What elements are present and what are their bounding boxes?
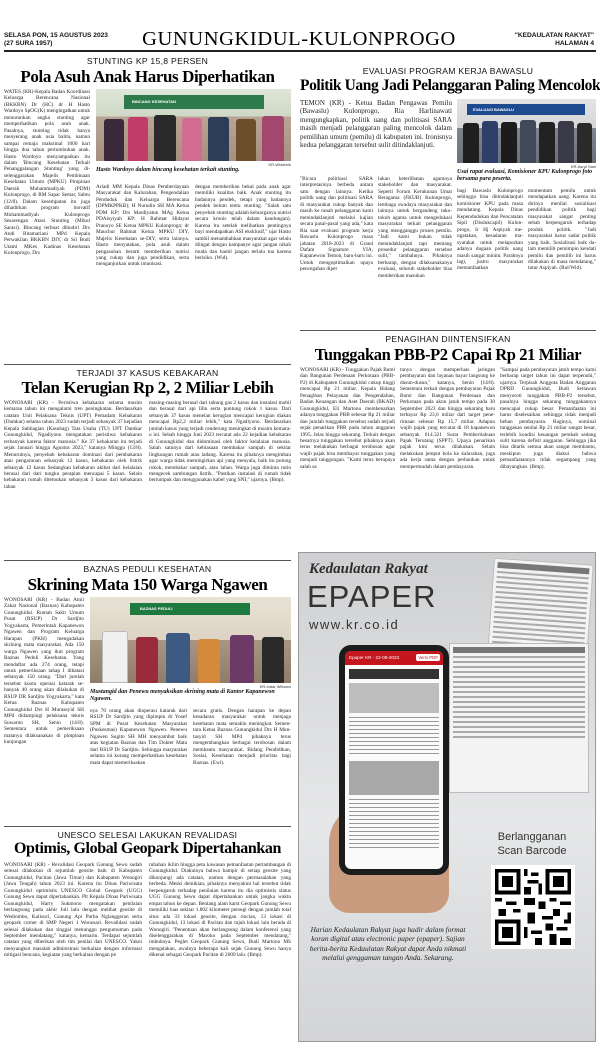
pemilu-lead: TEMON (KR) - Ketua Badan Pengawas Pemilu (Bawaslu) Kulonprogo, Ria Harlinawati mengungkapkan, politik uang dan politisasi SARA masih menjadi pelanggaran paling mencolok dalam pemilihan umum (pemilu) di kabupaten ini. Ironisnya kedua pelanggaran tersebut sulit ditindaklanjuti. bbox=[300, 99, 452, 150]
ad-newspaper-page-2 bbox=[449, 643, 589, 793]
pemilu-col-2: lukan keterlibatan agamnya stakeholder dan masyarakat. Seperti Forum Kerukunan Umat Beragama (FKUB) Kulonprogo, lembaga swadaya masyarakat dan lainnya untuk bergandeng tako-tokoh agama untuk mengedukasi masyarakat terkait pelanggaran yang mengganggu proses pemilu. "Jadi kami bukan tidak menindaklanjuti tapi memang prosedur pelanggaran tersebut sulit," tambahnya. Pihaknya berharap, dengan dilaksanakanya evaluasi, seluruh stakeholder bisa memberikan masukan bbox=[378, 176, 452, 279]
pbb-col-1: WONOSARI (KR) - Tunggakan Pajak Bumi dan Bangunan Perdesaan Perkotaan (PBB-P2) di Kabupaten Gunungkidul cukup tinggi mencapai Rp 21 miliar. Kepala Bidang Penagihan Pelayanan dan Pengendalian, Badan Keuangan dan Aset Daerah (BKAD) Gunungkidul, Eli Martono membenarkan adanya tunggakan PBB sebesar Rp 21 miliar dan jumlah tunggakan tersebut sudah terjadi sejak penarikan PBB pada tahun anggaran 1995. Jelas hingga sekarang. Terkait dengan besarnya tunggakan tersebut pihaknya akan terus melakukan berbagai terobosan agar wajib pajak bisa membayar tunggakan yang menjadi tanggungan. "Kami terus berupaya salah sa bbox=[300, 367, 395, 470]
stunting-figure-6 bbox=[236, 119, 256, 161]
baznas-figure-1 bbox=[102, 631, 128, 683]
pbb-kicker: PENAGIHAN DIINTENSIFKAN bbox=[385, 334, 511, 344]
pemilu-col-1: "Bicara politisasi SARA interpretasinya berbeda antara satu dengan lainnya. Ketika politik uang dan politisasi SARA di masyarakat cukup banyak dan masih ke ranah pelanggaran kami menindaklanjuti melalui kajian secara pasal-pasal yang ada," kata Ria saat evaluasi program kerja Bawaslu Kulonprogo masa jabatan 2018-2023 di Grand Dafam Signature YIA, Kapanewon Temon, baru-baru ini. Untuk mengoptimalkan upaya pencegahan diper bbox=[300, 176, 373, 273]
pemilu-figure-3 bbox=[501, 122, 517, 163]
ad-scan-label: Scan Barcode bbox=[497, 845, 567, 857]
baznas-col-2: nya 70 orang akan dioperasi katarak dari RSUP Dr Sardjito yang dipimpin dr Yosef SPM di Pusat Kesehatan Masyarakat (Puskesmas) Kapanewon Ngawen. Penewu Ngawen Sugito SH MH menyambut baik atas kegiatan Baznas dan Tim Dokter Mata dari RSUP Dr Sardjito. Sehingga masyarakat selama ini kurang memperhatikan kesehatan mata dapat memeriksakan bbox=[90, 708, 187, 766]
baznas-photo-credit: KR-Indar Wibowo bbox=[259, 684, 291, 689]
stunting-col-2: Ariadi MM Kepala Dinas Pemberdayaan Masyarakat dan Kalurahan, Pengendalian Penduduk dan Keluarga Berencana (DPMKPPKB); H Nurudin SH MA Ketua PDM KP; Drs Mardiyatun MAg Ketua PDAisyiyah KP; H Rahmat Hidayat Pranoyo SE Ketua MPKU Kulonprogo; dr Mauchur Rahmat Ketua MPKU DIY, Majelis Kesehatan se-DIY, serta lainnya. Hasto menyatakan, pola asuh dalam pengasuhan berarti memberikan nutrisi yang cukup dan juga pendidikan, serta menganjurkan untuk imunisasi. bbox=[96, 184, 189, 268]
pemilu-figure-5 bbox=[539, 122, 555, 163]
stunting-photo bbox=[96, 89, 291, 161]
stunting-figure-4 bbox=[182, 118, 202, 161]
stunting-headline: Pola Asuh Anak Harus Diperhatikan bbox=[20, 67, 275, 86]
geopark-headline: Optimis, Global Geopark Dipertahankan bbox=[13, 840, 282, 857]
paper-name: "KEDAULATAN RAKYAT" bbox=[514, 32, 594, 39]
ad-phone-article-4 bbox=[349, 799, 439, 849]
stunting-photo-credit: KR-Widarsih bbox=[268, 162, 291, 167]
ad-phone-title: Epaper KR - 22-09-2023 bbox=[349, 655, 400, 660]
masthead-rule bbox=[4, 50, 596, 52]
ad-title: EPAPER bbox=[307, 579, 437, 614]
pemilu-headline: Politik Uang Jadi Pelanggaran Paling Mencolok bbox=[300, 77, 600, 94]
stunting-figure-2 bbox=[128, 117, 148, 161]
qr-code-icon bbox=[495, 869, 571, 945]
baznas-figure-2 bbox=[136, 637, 158, 683]
pemilu-photo-credit: KR-Asrul Sani bbox=[570, 164, 596, 169]
geopark-col-2: rubahan iklim hingga peta kawasan pemanfaatan pertambangan di Gunungkidul. Diakuinya bahwa hampir di setiap geosite yang dikunjungi ada catatan, namun dengan permasalahan yang berbeda. Meski demikian, pihaknya menyakini hal tersebut tidak berpengaruh terhadap penilaian karena itu dia optimistis status UGG Gunung Sewu dapat dipertahankan untuk jangka waktu empat tahun ke depan. Bentang alam karst Geopark Gunung Sewu memiliki luas sekitar 1.802 kilometer persegi dengan jumlah total situs ada 33 lokasi geosite, dengan rincian, 13 lokasi di Gunungkidul, 13 lokasi di Pacitan dan tujuh lokasi lain berada di Wonogiri. "Penentuan akan berlangsung dalam konferensi yang diselenggarakan di Maroko pada September mendatang," imbuhnya. Peglet Geopark Gunung Sewu, Budi Martono MS mengatakan, awalnya beberapa kali sejak Gunung Sewu hanya dikenal sebagai Geopark Pacitan di 2009 lalu. (Bmp). bbox=[149, 862, 291, 959]
stunting-caption: Hasto Wardoyo dalam bincang kesehatan terkait stunting. bbox=[96, 167, 240, 173]
issue-date-javanese: (27 SURA 1957) bbox=[4, 40, 53, 47]
stunting-figure-7 bbox=[262, 116, 284, 161]
kerugian-col-1: WONOSARI (KR) - Peristiwa kebakaran selama musim kemarau tahun ini mengalami tren peningkatan. Berdasarkan catatan Unit Pelaksana Teknis (UPT) Pemadam Kebakaran (Damkar) selama tahun 2023 sudah terjadi sebanyak 37 kejadian Kepala Subbagian (Kasubag) Tata Usaha (TU) UPT Damkar Gunungkidul, Ngadiyono mengatakan peristiwa kebakaran terbanyak karena faktor manusia." Ke 37 kebakaran itu terjadi sejak Januari hingga Agustus 2023," katanya Minggu (13/8). Menurutnya, penyebab kebakaran dominasi dari pembakaran atau pengarunan sebanyak 12 kasus, kebakaran oleh listrik sebanyak 12 kasus Sedangkan kebakaran akibat dari kelalaian berasal dari dari tungku perapian mencapai 5 kasus. Selain kebakaran rumah ditemukan sebanyak 3 kasus dari kebakaran lahan bbox=[4, 400, 142, 490]
baznas-photo bbox=[90, 597, 291, 683]
kerugian-col-2: masing-masing berasal dari tabung gas 2 kasus dan instalasi mobil dan berasal dari api lilin serta puntung rokok 1 kasus. Dari sebanyak 37 kasus menelan kerugian mencapai kerugian diakan mencapai Rp2,2 miliar lebih," kata Ngadiyono. Berdasarkan jumlah kasus yang terjadi cenderung meningkat di musim kemarau ini. Sebab hingga Juni 2023 tercatat ada 22 kejadian kebakaran di Gunungkidul dan didominasi oleh faktor kelalaian manusia. Salah satunya dari kebiasaan membakar sampah di sekitar lingkungan rumah atau ladang. Karena itu pihaknya mengimbau agar warga tidak memingirkan api yang menyala, baik itu putung rokok, membakar sampah, atau lahan. Warga juga diminta rutin mengecek sambungan listrik. "Pastikan instalasi di rumah tidak bertumpuk dan menggunakan kabel yang SNI," ujarnya. (Bmp). bbox=[149, 400, 291, 484]
masthead bbox=[0, 0, 600, 50]
ad-subscribe-label: Berlangganan bbox=[497, 831, 567, 843]
pemilu-col-4: momentum pemilu untuk mendapatkan uang. Karena itu dirinya menilai sosialisasi pendidikan politik bagi masyarakat sangat penting sebab berpengaruh terhadap produk politik. "Jadi masyarakat harus sadar politik yang baik. Sosialisasi baik dalam memilih pemimpin kendati pemilu dan pemilih ini harus dilakukan di masa mendatang," tutur Aspiyah. (Rul/Wid). bbox=[528, 188, 596, 272]
pemilu-col-3: bagi Bawaslu Kulonprogo sehingga bisa ditindaklanjuti komisioner KPU pada masa mendatang. Kepala Dinas Kependudukan dan Pencatatan Sipil (Disdukcapil) Kulonprogo, Ir Hj Aspiyah mengatakan, kesadaran masyarakat untuk melaporkan adanya dugaan politik uang masih sangat minim. Parahnya lagi, justru masyarakat memanfaatkan bbox=[457, 188, 523, 272]
stunting-col-1: WATES (KR)-Kepala Badan Koordinasi Keluarga Berencana Nasional (BKKBN) Dr (HC) dr H Hasto Wardoyo SpOG(K) mengingatkan untuk menurunkan angka stunting agar memperhatikan pola asuh anak. Pasalnya, stunting tidak hanya menyerang anak usia balita, namun sampai remaja maksimal 1000 hari hingga dua tahun pertumbuhan anak. Hasto Wardoyo menyampaikan itu dalam 'Bincang Kesehatan Terkait Penanggalangan Stunting' yang diselenggarakan Majelis Pembinaan Kesehatan Umum (MPKU) Pimpinan Daerah Muhammadiyah (PDM) Kulonprogo, di RM Sapar Semar, Sabtu (12/8). Dalam kesempatan itu juga dihadirkan program inovatif Muhammadiyah Kulonprogo Sesarengan Atasi Stunting (Mikul Sarasi). Bincang terbuat dihudiri Drs Andi Ritamariani MPd Kepala Perwakilan BKKBN DIY, dr Sri Budi Utami MKes Kadinas Kesehatan Kulonprogo, Drs bbox=[4, 89, 90, 257]
ad-phone-button[interactable]: Versi PDF bbox=[418, 655, 438, 660]
rule-kerugian-bottom bbox=[4, 560, 291, 561]
baznas-col-1: WONOSARI (KR) - Badan Amil Zakat Nasional (Baznas) Kabupaten Gunungkidul. Rumah Sakit Umum Pusat (RSUP) Dr Sardjito Yogyakarta, Pemerintah Kapanewon Ngawen dan Program Keluarga Harapan (PKH) mengadakan skrining mata masyarakat. Ada 150 warga Ngawen yang ikut program Baznas Peduli Kesehatan. Yang mendaftar ada 274 orang, tetapi untuk pemeriksaan tahap I dibatasi sebanyak 150 orang. "Dari jumlah tersebut kuota operasi katarak sebanyak 40 orang akan dilakukan di RSUP DR Sardjito Yogyakarta," kata Ketua Baznas Kabupaten Gunungkidul Drs H Muntasyid SH MPd didampingi pelaksana teknis Suwarno SH, Senin (14/8). Sementara untuk pemeriksaan matanya dilaksanakan di pimpinan kunjungan bbox=[4, 597, 84, 745]
kerugian-kicker: TERJADI 37 KASUS KEBAKARAN bbox=[76, 368, 219, 378]
ad-phone-article-3 bbox=[349, 761, 439, 795]
rule-stunting-bottom bbox=[4, 364, 291, 365]
rule-pemilu-bottom bbox=[300, 330, 596, 331]
kerugian-headline: Telan Kerugian Rp 2, 2 Miliar Lebih bbox=[21, 378, 274, 397]
baznas-banner-text: BAZNAS PEDULI bbox=[140, 606, 173, 611]
issue-date: SELASA PON, 15 AGUSTUS 2023 bbox=[4, 32, 108, 39]
ad-phone-screen bbox=[345, 651, 443, 869]
baznas-caption: Mustangid dan Penewu menyaksikan skrining mata di Kantor Kapanewon Ngawen. bbox=[90, 689, 275, 702]
rule-baznas-bottom bbox=[4, 826, 291, 827]
stunting-figure-5 bbox=[208, 117, 229, 161]
epaper-ad bbox=[298, 552, 596, 1042]
ad-url[interactable]: www.kr.co.id bbox=[309, 617, 400, 632]
ad-phone-masthead bbox=[349, 669, 439, 679]
baznas-kicker: BAZNAS PEDULI KESEHATAN bbox=[83, 564, 212, 574]
ad-qr-code[interactable] bbox=[491, 865, 575, 949]
geopark-col-1: WONOSARI (KR) - Revalidasi Geopark Gunung Sewu sudah selesai dilakukan di sejumlah geosite baik di Kabupaten Gunungkidul, Pacitan (Jawa Timur) dan Kabupaten Wonogiri (Jawa Tengah) tahun 2023 ini. Karena itu Dinas Pariwisata Gunungkidul optimistis UNESCO Global Geopark (UGG) Gunung Sewu dapat dipertahankan. Plt Kepala Dinas Pariwisata Gunungkidul, Harry Sukmono mengatakan penilaian berlangsung pada akhir Juli lalu dengan melihat geosite di Wediombo, Kalisuci, Gunung Api Purba Nglanggeran serta geopark corner di SMP Negeri 1 Wonosari. Revalidasi sudah selesai dilakukan dan tinggal menunggu pengumuman pada September mendatang," katanya, kemarin. Terdapat sejumlah catatan yang diberikan oleh tim penilai dari UNESCO. Yakni menyangkut masalah administrasi berkaitan dengan informasi mitigasi bencana, kegiatan yang berkaitan dengan pe bbox=[4, 862, 142, 959]
pemilu-figure-2 bbox=[482, 121, 498, 163]
pemilu-kicker: EVALUASI PROGRAM KERJA BAWASLU bbox=[362, 66, 534, 76]
baznas-figure-3 bbox=[166, 633, 190, 683]
baznas-figure-5 bbox=[230, 635, 254, 683]
ad-phone-header bbox=[345, 651, 443, 665]
stunting-col-3: dengan memberikan bekal pada anak agar memiliki kualitas baik. Anak stunting itu badannya pendek, tetapi yang badannya pendek belum tentu stunting. "Salah satu penyebab stunting adalah keluarganya nutrisi secara kronis telah dalam kandungan). Karena itu setelah melihatkan pentingnya bayi mendapatkan ASI eksklusif," ujar Hasto sambil menambahkan masyarakat agar selalu diingat dengan kampanye agar jangan nikah muda dan hamil jangan terlalu tua karena berisiko. (Wid). bbox=[195, 184, 291, 261]
pemilu-figure-6 bbox=[558, 121, 574, 163]
page-number: HALAMAN 4 bbox=[555, 40, 594, 47]
ad-phone bbox=[339, 645, 449, 875]
stunting-banner-text: BINCANG KESEHATAN bbox=[132, 99, 177, 104]
baznas-figure-6 bbox=[262, 637, 284, 683]
pemilu-banner-text: EVALUASI BAWASLU bbox=[473, 107, 515, 112]
pbb-headline: Tunggakan PBB-P2 Capai Rp 21 Miliar bbox=[314, 345, 582, 364]
stunting-figure-1 bbox=[104, 119, 124, 161]
baznas-col-3: secara gratis. Dengan harapan ke depan kesadaran masyarakat untuk menjaga kesehatan mata semakin meningkat. Sementara Ketua Baznas Gunungkidul Drs H Muntasyid SH MPd pihaknya terus mengembangkan berbagai terobosan dalam membantu masyarakat. Bidang Pendidikan, Sosial, Kesehatan menjadi prioritas bagi Baznas. (Ewi). bbox=[193, 708, 291, 766]
stunting-figure-3 bbox=[154, 115, 176, 161]
baznas-figure-4 bbox=[198, 639, 220, 683]
pbb-col-2: tunya dengan memperluas jaringan pembayaran dan layanan bayar langsung ke dusun-dusun," katanya, Senin (14/8). Sementara terkait dengan pembayaran Pajak Bumi dan Bangunan Perdesaan dan Perkotaan pada akun jatuh tempo pada 30 September 2023 dan hingga sekarang baru terbayar Rp 23,6 miliar dari target penerimaan sebesar Rp 15,7 miliar. Adapun wajib pajak yang tercatat di 18 kapanewon sebanyak 614.321 Surat Pemberitahuan Pajak Terutang (SPPT). Upaya penarikan pajak kini terus dilakukan. Selain melakukan jemput bola ke kalurahan, juga ada kerja sama dengan perbankan untuk mempermudah dalam pembayaran. bbox=[400, 367, 495, 470]
pemilu-figure-7 bbox=[577, 123, 592, 163]
pbb-col-3: "Sampai pada pembayaran jatuh tempo kami berharap target tahun ini dapat terpenuhi," ujarnya. Terpisah Anggota Badan Anggaran DPRD Gunungkidul, Budi Setiawan menyoroti tunggakan PBB-P2 tersebut, pasalnya hingga sekarang tunggakannya mencapai cukup besar. Pemanfaatan ini harus diselesaikan sehingga tidak menjadi beban pembayaran. Baginya, nominal tunggakan senilai Rp 21 miliar sangat besar, terlebih kondisi keuangan pemkab sedang sulit karena defisit anggaran. Sehingga jika bisa ditarik semua akan sangat membantu, meskipun juga diakui bahwa pemanfaatannya tidak segampang yang dibayangkan. (Bmp). bbox=[500, 367, 596, 470]
pemilu-caption: Usai rapat evaluasi, Komisioner KPU Kulonprogo foto bersama para peserta. bbox=[457, 169, 593, 182]
stunting-kicker: STUNTING KP 15,8 PERSEN bbox=[86, 56, 209, 66]
pemilu-figure-1 bbox=[463, 123, 479, 163]
pemilu-photo bbox=[457, 99, 596, 163]
page-title: GUNUNGKIDUL-KULONPROGO bbox=[142, 28, 456, 50]
ad-phone-article-1 bbox=[349, 683, 439, 713]
geopark-kicker: UNESCO SELESAI LAKUKAN REVALIDASI bbox=[57, 830, 238, 840]
ad-tagline: Harian Kedaulatan Rakyat juga hadir dalam format koran digital atau electronic paper (epaper). Sajian berita-berita Kedaulatan Rakyat dapat Anda nikmati melalui genggaman tangan Anda. Sekarang. bbox=[309, 925, 467, 963]
ad-phone-article-2 bbox=[349, 717, 439, 757]
pemilu-figure-4 bbox=[520, 120, 536, 163]
baznas-headline: Skrining Mata 150 Warga Ngawen bbox=[27, 575, 268, 594]
ad-brand: Kedaulatan Rakyat bbox=[309, 561, 428, 577]
